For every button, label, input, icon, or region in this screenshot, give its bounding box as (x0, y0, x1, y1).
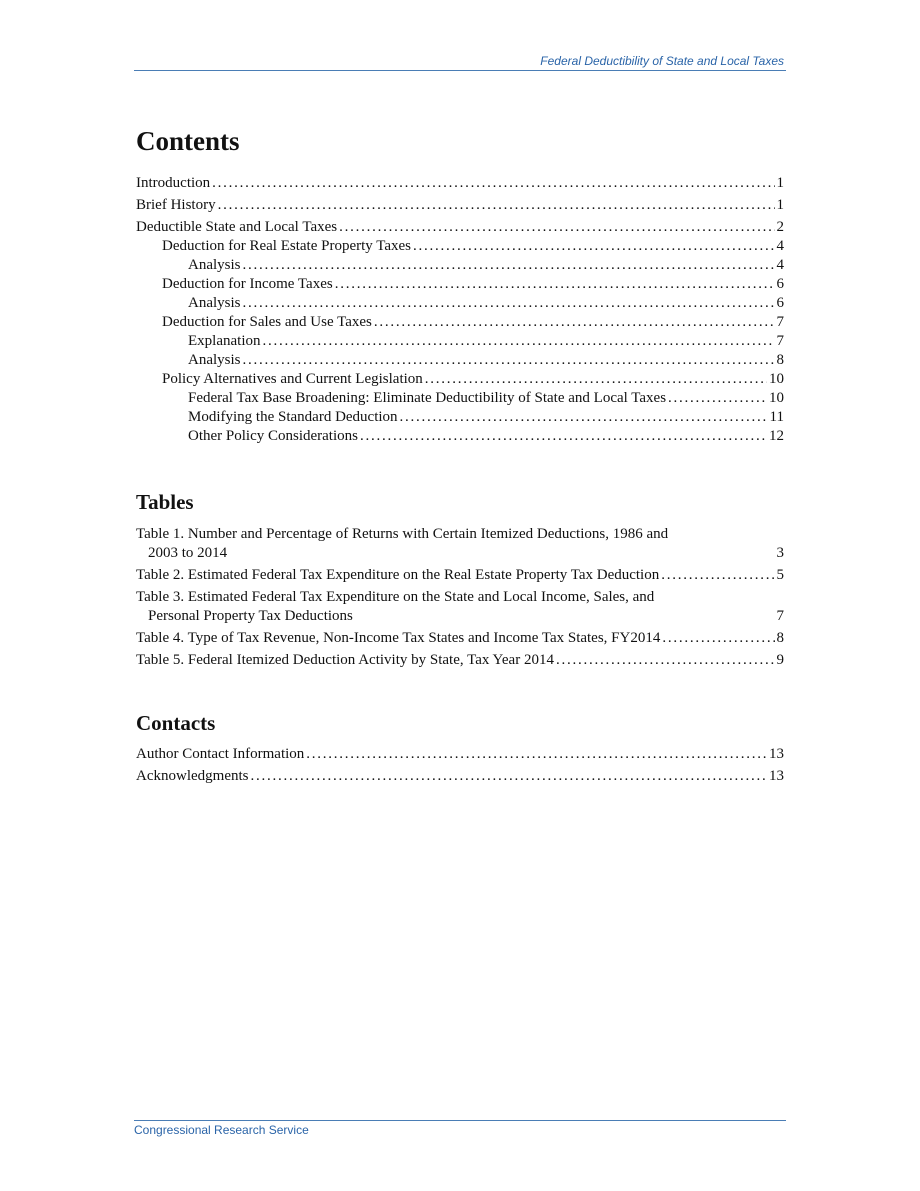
dot-leader (306, 745, 767, 764)
toc-entry-label: Table 4. Type of Tax Revenue, Non-Income Tax States and Income Tax States, FY2014 (136, 630, 661, 646)
footer-publisher: Congressional Research Service (134, 1123, 309, 1137)
dot-leader (335, 275, 775, 294)
dot-leader (425, 370, 767, 389)
toc-entry-label: Policy Alternatives and Current Legislation (162, 371, 423, 387)
running-header-title: Federal Deductibility of State and Local Taxes (540, 54, 784, 68)
toc-entry-label: Acknowledgments (136, 768, 249, 784)
toc-entry-label: Deduction for Sales and Use Taxes (162, 314, 372, 330)
toc-entry-label: Deduction for Income Taxes (162, 276, 333, 292)
toc-entry-page: 6 (776, 295, 784, 311)
toc-entry-page: 13 (769, 768, 784, 784)
toc-entry-page: 5 (776, 567, 784, 583)
toc-entry-page: 3 (776, 545, 784, 561)
toc-entry-label: Table 3. Estimated Federal Tax Expenditure on the State and Local Income, Sales, and (136, 589, 655, 605)
toc-entry-policy-alternatives[interactable] (136, 370, 784, 389)
toc-entry-introduction[interactable] (136, 174, 784, 193)
toc-entry-page: 9 (776, 652, 784, 668)
toc-entry-page: 13 (769, 746, 784, 762)
toc-entry-label: Introduction (136, 175, 211, 191)
toc-entry-label: Author Contact Information (136, 746, 305, 762)
toc-entry-table-1[interactable] (136, 525, 784, 563)
toc-entry-page: 6 (776, 276, 784, 292)
toc-entry-page: 12 (769, 428, 784, 444)
toc-entry-income-tax-deduction[interactable] (136, 275, 784, 294)
dot-leader (413, 237, 774, 256)
toc-entry-table-2[interactable] (136, 566, 784, 585)
toc-entry-label: Other Policy Considerations (188, 428, 358, 444)
dot-leader (243, 256, 775, 275)
toc-entry-label: Table 1. Number and Percentage of Returns with Certain Itemized Deductions, 1986 and (136, 526, 669, 542)
dot-leader (374, 313, 775, 332)
toc-entry-sales-tax-deduction[interactable] (136, 313, 784, 332)
toc-entry-deductible-taxes[interactable] (136, 218, 784, 237)
toc-entry-table-3[interactable] (136, 588, 784, 626)
toc-entry-table-4[interactable] (136, 629, 784, 648)
toc-entry-analysis[interactable] (136, 351, 784, 370)
dot-leader (400, 408, 768, 427)
dot-leader (661, 566, 774, 585)
toc-entry-analysis[interactable] (136, 294, 784, 313)
toc-entry-author-contact[interactable] (136, 745, 784, 764)
tables-heading: Tables (136, 490, 194, 514)
toc-entry-other-considerations[interactable] (136, 427, 784, 446)
dot-leader (243, 351, 775, 370)
toc-entry-label: Deductible State and Local Taxes (136, 219, 338, 235)
toc-entry-page: 2 (776, 219, 784, 235)
toc-entry-label: Table 2. Estimated Federal Tax Expenditure on the Real Estate Property Tax Deduction (136, 567, 660, 583)
toc-entry-page: 11 (769, 409, 784, 425)
toc-entry-label: Federal Tax Base Broadening: Eliminate Deductibility of State and Local Taxes (188, 390, 667, 406)
toc-entry-label: Explanation (188, 333, 261, 349)
toc-entry-page: 4 (776, 238, 784, 254)
toc-entry-page: 8 (776, 630, 784, 646)
contents-list (136, 174, 784, 446)
toc-entry-label: Analysis (188, 257, 241, 273)
page-footer (134, 1120, 786, 1137)
toc-entry-standard-deduction[interactable] (136, 408, 784, 427)
toc-entry-real-estate-deduction[interactable] (136, 237, 784, 256)
toc-entry-label: Table 5. Federal Itemized Deduction Activity by State, Tax Year 2014 (136, 652, 554, 668)
dot-leader (218, 196, 775, 215)
toc-entry-page: 7 (776, 333, 784, 349)
toc-entry-label: Modifying the Standard Deduction (188, 409, 398, 425)
dot-leader (360, 427, 767, 446)
toc-entry-page: 7 (776, 608, 784, 624)
toc-entry-base-broadening[interactable] (136, 389, 784, 408)
toc-entry-page: 10 (769, 371, 784, 387)
dot-leader (668, 389, 767, 408)
dot-leader (262, 332, 774, 351)
toc-entry-page: 1 (776, 197, 784, 213)
toc-entry-table-5[interactable] (136, 651, 784, 670)
dot-leader (662, 629, 774, 648)
dot-leader (243, 294, 775, 313)
toc-entry-page: 8 (776, 352, 784, 368)
toc-entry-label: Analysis (188, 295, 241, 311)
toc-entry-label: Brief History (136, 197, 216, 213)
toc-entry-label: Deduction for Real Estate Property Taxes (162, 238, 412, 254)
toc-entry-continuation (136, 607, 784, 626)
toc-entry-explanation[interactable] (136, 332, 784, 351)
toc-entry-page: 10 (769, 390, 784, 406)
running-header (134, 54, 786, 71)
toc-entry-analysis[interactable] (136, 256, 784, 275)
contacts-heading: Contacts (136, 711, 216, 735)
contents-heading: Contents (136, 126, 240, 156)
toc-entry-label: Analysis (188, 352, 241, 368)
dot-leader (556, 651, 775, 670)
toc-entry-brief-history[interactable] (136, 196, 784, 215)
dot-leader (250, 767, 767, 786)
toc-entry-continuation (136, 544, 784, 563)
toc-entry-acknowledgments[interactable] (136, 767, 784, 786)
toc-entry-page: 4 (776, 257, 784, 273)
toc-entry-page: 7 (776, 314, 784, 330)
dot-leader (212, 174, 774, 193)
tables-list (136, 525, 784, 673)
contacts-list (136, 745, 784, 789)
toc-entry-label-cont: 2003 to 2014 (148, 545, 228, 561)
toc-entry-page: 1 (776, 175, 784, 191)
toc-entry-label-cont: Personal Property Tax Deductions (148, 608, 353, 624)
dot-leader (339, 218, 774, 237)
